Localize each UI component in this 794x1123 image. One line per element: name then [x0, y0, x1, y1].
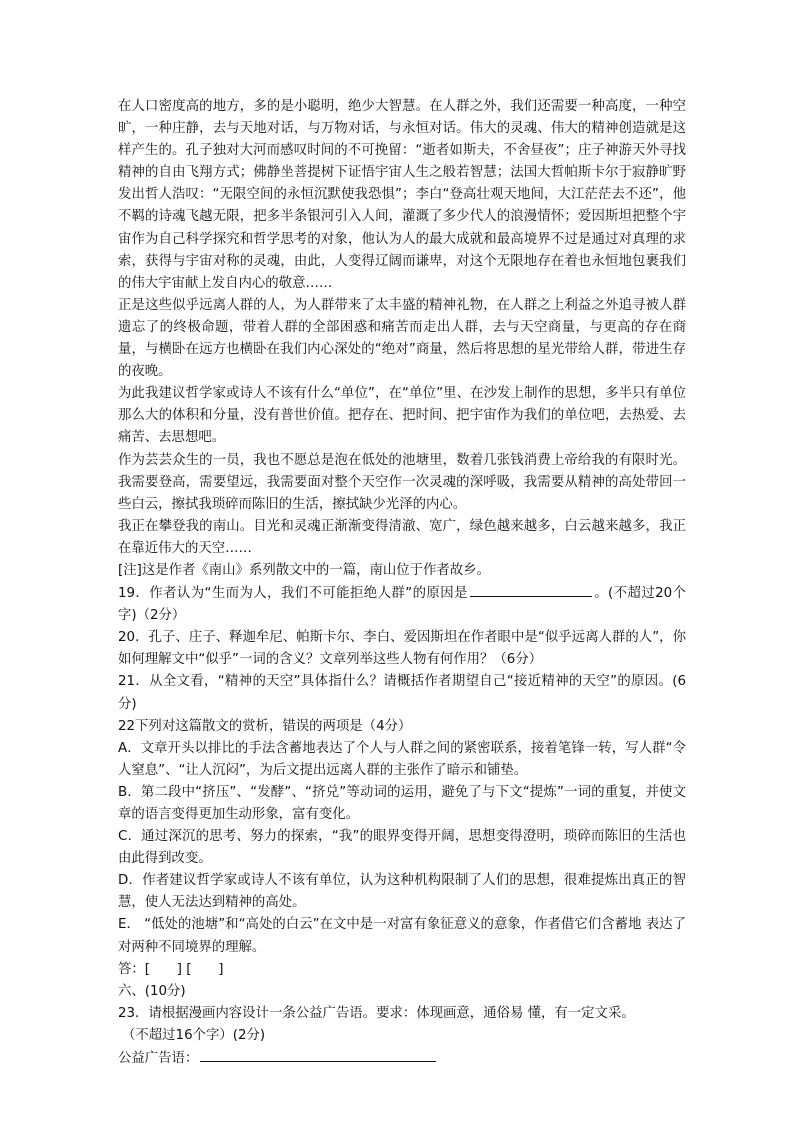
- question-20: 20．孔子、庄子、释迦牟尼、帕斯卡尔、李白、爱因斯坦在作者眼中是“似乎远离人群的人”，你如何理解文中“似乎”一词的含义？文章列举这些人物有何作用？（6分）: [118, 630, 686, 668]
- question-19-blank[interactable]: [470, 582, 592, 597]
- question-19-limit: 。(不超过20个字)（2分）: [118, 586, 686, 624]
- section-6-heading: 六、(10分): [118, 983, 186, 999]
- option-d: D．作者建议哲学家或诗人不该有单位，认为这种机构限制了人们的思想，很难提炼出真正的智慧，使人无法达到精神的高处。: [118, 873, 686, 911]
- question-23-limit: （不超过16个字）(2分): [122, 1027, 266, 1043]
- essay-paragraph-2: 正是这些似乎远离人群的人，为人群带来了太丰盛的精神礼物，在人群之上利益之外追寻被人群遗忘了的终极命题，带着人群的全部困惑和痛苦而走出人群，去与天空商量，与更高的存在商量，与横卧在远方也横卧在我们内心深处的“绝对”商量，然后将思想的星光带给人群，带进生存的夜晚。: [118, 297, 686, 380]
- exam-page: [118, 96, 686, 1070]
- essay-paragraph-3: 为此我建议哲学家或诗人不该有什么“单位”，在“单位”里、在沙发上制作的思想，多半只有单位那么大的体积和分量，没有普世价值。把存在、把时间、把宇宙作为我们的单位吧，去热爱、去痛苦、去思想吧。: [118, 386, 686, 446]
- question-21: 21．从全文看，“精神的天空”具体指什么？请概括作者期望自己“接近精神的天空”的原因。(6分): [118, 674, 686, 712]
- option-e: E． “低处的池塘”和“高处的白云”在文中是一对富有象征意义的意象，作者借它们含蓄地 表达了对两种不同境界的理解。: [118, 917, 686, 955]
- ad-slogan-line: [118, 1047, 686, 1070]
- question-19: [118, 582, 686, 627]
- question-22: 22下列对这篇散文的赏析，错误的两项是（4分）: [118, 718, 412, 734]
- ad-slogan-label: 公益广告语：: [118, 1051, 199, 1067]
- essay-paragraph-5: 我正在攀登我的南山。目光和灵魂正渐渐变得清澈、宽广，绿色越来越多，白云越来越多，我正在靠近伟大的天空……: [118, 518, 686, 556]
- ad-slogan-blank[interactable]: [200, 1047, 436, 1062]
- option-c: C．通过深沉的思考、努力的探索，“我”的眼界变得开阔，思想变得澄明，琐碎而陈旧的生活也由此得到改变。: [118, 829, 686, 867]
- essay-paragraph-4: 作为芸芸众生的一员，我也不愿总是泡在低处的池塘里，数着几张钱消费上帝给我的有限时光。我需要登高，需要望远，我需要面对整个天空作一次灵魂的深呼吸，我需要从精神的高处带回一些白云，擦拭我琐碎而陈旧的生活，擦拭缺少光泽的内心。: [118, 452, 686, 512]
- option-a: A．文章开头以排比的手法含蓄地表达了个人与人群之间的紧密联系，接着笔锋一转，写人群“令人窒息”、“让人沉闷”，为后文提出远离人群的主张作了暗示和铺垫。: [118, 740, 686, 778]
- essay-note: [注]这是作者《南山》系列散文中的一篇，南山位于作者故乡。: [118, 562, 490, 578]
- option-b: B．第二段中“挤压”、“发酵”、“挤兑”等动词的运用，避免了与下文“提炼”一词的重复，并使文章的语言变得更加生动形象，富有变化。: [118, 784, 686, 822]
- question-19-text: 19．作者认为“生而为人，我们不可能拒绝人群”的原因是: [118, 586, 468, 602]
- answer-line[interactable]: 答：[ ] [ ]: [118, 961, 224, 977]
- question-23: 23．请根据漫画内容设计一条公益广告语。要求：体现画意，通俗易 懂，有一定文采。: [118, 1005, 635, 1021]
- essay-paragraph-1: 在人口密度高的地方，多的是小聪明，绝少大智慧。在人群之外，我们还需要一种高度，一种空旷，一种庄静，去与天地对话，与万物对话，与永恒对话。伟大的灵魂、伟大的精神创造就是这样产生的。孔子独对大河而感叹时间的不可挽留：“逝者如斯夫，不舍昼夜”；庄子神游天外寻找精神的自由飞翔方式；佛静坐菩提树下证悟宇宙人生之般若智慧；法国大哲帕斯卡尔于寂静旷野发出哲人浩叹：“无限空间的永恒沉默使我恐惧”；李白“登高壮观天地间，大江茫茫去不还”，他不羁的诗魂飞越无限，把多半条银河引入人间，灌溉了多少代人的浪漫情怀；爱因斯坦把整个宇宙作为自己科学探究和哲学思考的对象，他认为人的最大成就和最高境界不过是通过对真理的求索，获得与宇宙对称的灵魂，由此，人变得辽阔而谦卑，对这个无限地存在着也永恒地包裹我们的伟大宇宙献上发自内心的敬意……: [118, 99, 686, 291]
